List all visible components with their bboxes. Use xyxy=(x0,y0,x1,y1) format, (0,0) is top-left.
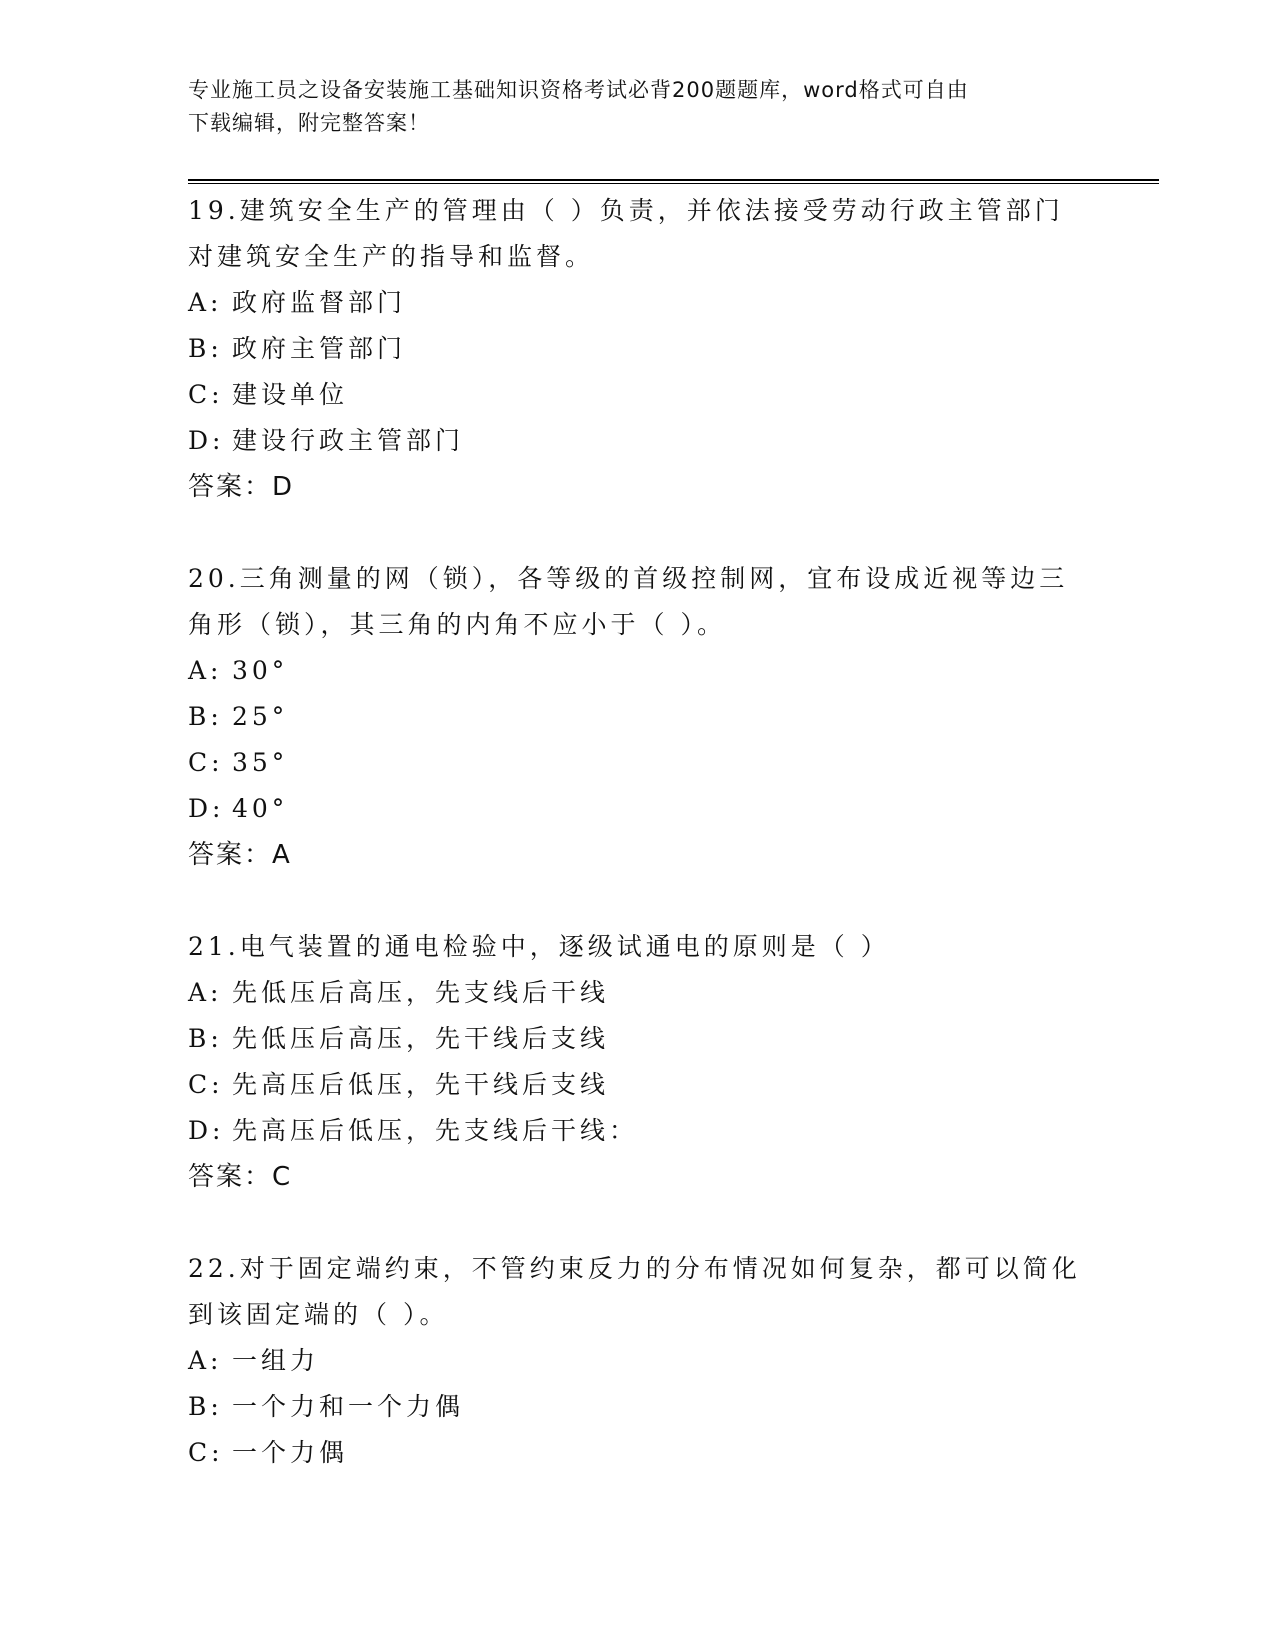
question-20 xyxy=(188,556,1088,878)
option-letter: A: xyxy=(188,978,223,1007)
question-text-line-2: 对建筑安全生产的指导和监督。 xyxy=(188,242,595,271)
option-letter: B: xyxy=(188,702,223,731)
option-c xyxy=(188,1430,1088,1476)
option-text: 先低压后高压，先干线后支线 xyxy=(232,1024,610,1053)
option-letter: A: xyxy=(188,656,223,685)
option-c xyxy=(188,740,1088,786)
header-divider xyxy=(188,179,1159,184)
option-letter: C: xyxy=(188,380,224,409)
option-text: 30° xyxy=(232,656,289,685)
option-letter: C: xyxy=(188,748,224,777)
option-text: 政府监督部门 xyxy=(232,288,407,317)
option-letter: C: xyxy=(188,1070,224,1099)
option-a xyxy=(188,280,1088,326)
option-text: 25° xyxy=(232,702,289,731)
question-text-line-2: 到该固定端的（ ）。 xyxy=(188,1300,449,1329)
option-text: 40° xyxy=(232,794,289,823)
option-letter: D: xyxy=(188,794,225,823)
question-19 xyxy=(188,188,1088,510)
option-text: 先高压后低压，先支线后干线： xyxy=(232,1116,639,1145)
option-b xyxy=(188,694,1088,740)
option-c xyxy=(188,1062,1088,1108)
question-text-line-1: 19.建筑安全生产的管理由（ ）负责，并依法接受劳动行政主管部门 xyxy=(188,196,1064,225)
option-b xyxy=(188,1016,1088,1062)
document-header xyxy=(188,74,1088,140)
option-text: 政府主管部门 xyxy=(232,334,407,363)
option-letter: B: xyxy=(188,1392,223,1421)
option-c xyxy=(188,372,1088,418)
question-list xyxy=(188,188,1088,1522)
question-text-line-1: 22.对于固定端约束，不管约束反力的分布情况如何复杂，都可以简化 xyxy=(188,1254,1081,1283)
option-d xyxy=(188,1108,1088,1154)
option-text: 先高压后低压，先干线后支线 xyxy=(232,1070,610,1099)
option-text: 先低压后高压，先支线后干线 xyxy=(232,978,610,1007)
option-letter: A: xyxy=(188,288,223,317)
question-21 xyxy=(188,924,1088,1200)
option-b xyxy=(188,1384,1088,1430)
question-text-line-1: 20.三角测量的网（锁），各等级的首级控制网，宜布设成近视等边三 xyxy=(188,564,1069,593)
option-b xyxy=(188,326,1088,372)
option-a xyxy=(188,1338,1088,1384)
question-text-line-1: 21.电气装置的通电检验中，逐级试通电的原则是（ ） xyxy=(188,932,890,961)
answer-line: 答案：A xyxy=(188,840,292,870)
option-text: 一个力和一个力偶 xyxy=(232,1392,465,1421)
option-letter: A: xyxy=(188,1346,223,1375)
option-a xyxy=(188,648,1088,694)
option-letter: D: xyxy=(188,426,225,455)
option-text: 建设单位 xyxy=(232,380,349,409)
answer-line: 答案：D xyxy=(188,472,295,502)
option-text: 一组力 xyxy=(232,1346,320,1375)
answer-line: 答案：C xyxy=(188,1162,293,1192)
option-letter: B: xyxy=(188,1024,223,1053)
option-text: 建设行政主管部门 xyxy=(232,426,465,455)
option-text: 一个力偶 xyxy=(232,1438,349,1467)
option-letter: C: xyxy=(188,1438,224,1467)
question-text-line-2: 角形（锁），其三角的内角不应小于（ ）。 xyxy=(188,610,726,639)
option-text: 35° xyxy=(232,748,289,777)
question-22 xyxy=(188,1246,1088,1476)
option-letter: B: xyxy=(188,334,223,363)
header-line-2: 下载编辑，附完整答案！ xyxy=(188,111,430,135)
option-a xyxy=(188,970,1088,1016)
option-d xyxy=(188,786,1088,832)
option-letter: D: xyxy=(188,1116,225,1145)
option-d xyxy=(188,418,1088,464)
header-line-1: 专业施工员之设备安装施工基础知识资格考试必背200题题库，word格式可自由 xyxy=(188,78,969,102)
